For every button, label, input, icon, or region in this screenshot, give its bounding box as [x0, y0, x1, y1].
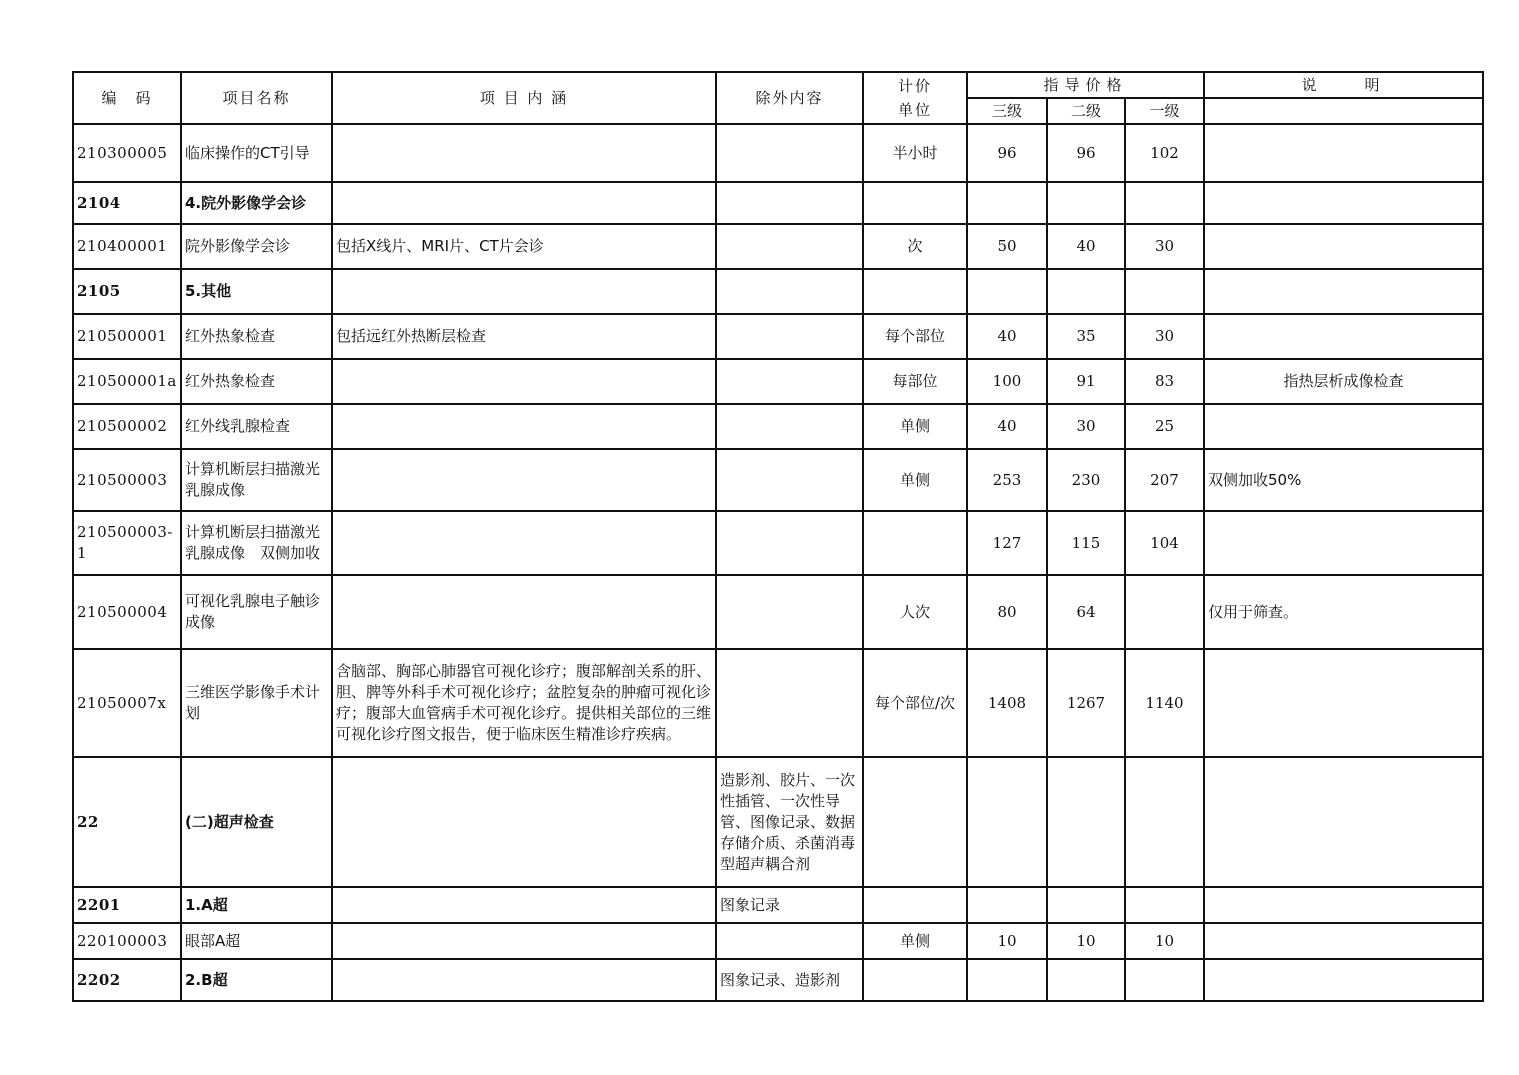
- cell-price-level1: [1125, 959, 1204, 1001]
- cell-content: [332, 575, 716, 649]
- cell-price-level2: 10: [1047, 923, 1125, 959]
- table-row: [73, 182, 1483, 224]
- cell-unit: 单侧: [863, 923, 967, 959]
- cell-unit: [863, 757, 967, 887]
- cell-content: [332, 404, 716, 449]
- cell-code: 21050007x: [73, 649, 181, 757]
- cell-excluded: [716, 575, 863, 649]
- cell-content: [332, 511, 716, 575]
- cell-content: [332, 757, 716, 887]
- cell-content: 包括远红外热断层检查: [332, 314, 716, 359]
- cell-name: 眼部A超: [181, 923, 332, 959]
- table-row: [73, 314, 1483, 359]
- cell-content: 包括X线片、MRI片、CT片会诊: [332, 224, 716, 269]
- cell-code: 210500002: [73, 404, 181, 449]
- header-name: 项目名称: [181, 72, 332, 124]
- header-level1: 一级: [1125, 98, 1204, 124]
- cell-excluded: [716, 269, 863, 314]
- cell-excluded: [716, 224, 863, 269]
- header-level2: 二级: [1047, 98, 1125, 124]
- cell-price-level2: 64: [1047, 575, 1125, 649]
- cell-note: [1204, 314, 1483, 359]
- table-row: [73, 224, 1483, 269]
- table-row: [73, 959, 1483, 1001]
- cell-code: 210300005: [73, 124, 181, 182]
- cell-price-level3: 1408: [967, 649, 1047, 757]
- cell-price-level2: [1047, 269, 1125, 314]
- cell-note: 指热层析成像检查: [1204, 359, 1483, 404]
- cell-unit: [863, 511, 967, 575]
- cell-content: [332, 887, 716, 923]
- cell-unit: 人次: [863, 575, 967, 649]
- cell-note: 仅用于筛查。: [1204, 575, 1483, 649]
- price-table: [72, 71, 1484, 1002]
- cell-code: 220100003: [73, 923, 181, 959]
- header-row-1: [73, 72, 1483, 98]
- cell-price-level2: 30: [1047, 404, 1125, 449]
- cell-content: 含脑部、胸部心肺器官可视化诊疗；腹部解剖关系的肝、胆、脾等外科手术可视化诊疗；盆腔复杂的肿瘤可视化诊疗；腹部大血管病手术可视化诊疗。提供相关部位的三维可视化诊疗图文报告，便于临床医生精准诊疗疾病。: [332, 649, 716, 757]
- cell-excluded: [716, 404, 863, 449]
- cell-price-level2: 96: [1047, 124, 1125, 182]
- cell-unit: 次: [863, 224, 967, 269]
- cell-price-level1: 1140: [1125, 649, 1204, 757]
- cell-price-level2: 115: [1047, 511, 1125, 575]
- cell-price-level3: [967, 959, 1047, 1001]
- cell-note: [1204, 649, 1483, 757]
- cell-code: 2105: [73, 269, 181, 314]
- cell-code: 2201: [73, 887, 181, 923]
- cell-excluded: [716, 124, 863, 182]
- cell-note: [1204, 124, 1483, 182]
- cell-price-level1: 83: [1125, 359, 1204, 404]
- cell-price-level3: 253: [967, 449, 1047, 511]
- table-row: [73, 359, 1483, 404]
- cell-unit: 单侧: [863, 404, 967, 449]
- cell-price-level3: 100: [967, 359, 1047, 404]
- cell-price-level3: [967, 887, 1047, 923]
- cell-price-level3: 50: [967, 224, 1047, 269]
- table-row: [73, 269, 1483, 314]
- cell-name: 5.其他: [181, 269, 332, 314]
- cell-price-level2: 1267: [1047, 649, 1125, 757]
- cell-price-level3: [967, 269, 1047, 314]
- cell-unit: [863, 182, 967, 224]
- cell-code: 22: [73, 757, 181, 887]
- cell-excluded: [716, 314, 863, 359]
- cell-price-level3: [967, 182, 1047, 224]
- cell-code: 210400001: [73, 224, 181, 269]
- cell-note: [1204, 757, 1483, 887]
- cell-excluded: [716, 649, 863, 757]
- cell-code: 2202: [73, 959, 181, 1001]
- cell-code: 210500003-1: [73, 511, 181, 575]
- cell-excluded: [716, 923, 863, 959]
- cell-name: 院外影像学会诊: [181, 224, 332, 269]
- header-note: 说 明: [1204, 72, 1483, 98]
- cell-price-level1: 207: [1125, 449, 1204, 511]
- cell-excluded: [716, 449, 863, 511]
- cell-price-level1: [1125, 887, 1204, 923]
- cell-price-level1: [1125, 269, 1204, 314]
- header-note-blank: [1204, 98, 1483, 124]
- cell-price-level1: [1125, 757, 1204, 887]
- cell-price-level2: 35: [1047, 314, 1125, 359]
- cell-name: 红外热象检查: [181, 314, 332, 359]
- cell-name: 可视化乳腺电子触诊成像: [181, 575, 332, 649]
- table-row: [73, 511, 1483, 575]
- cell-excluded: [716, 359, 863, 404]
- cell-price-level1: 104: [1125, 511, 1204, 575]
- cell-price-level1: 102: [1125, 124, 1204, 182]
- cell-price-level2: 40: [1047, 224, 1125, 269]
- cell-price-level3: 80: [967, 575, 1047, 649]
- cell-excluded: 图象记录: [716, 887, 863, 923]
- cell-unit: [863, 887, 967, 923]
- cell-name: (二)超声检查: [181, 757, 332, 887]
- header-code: 编 码: [73, 72, 181, 124]
- cell-code: 210500004: [73, 575, 181, 649]
- cell-code: 210500001: [73, 314, 181, 359]
- header-price-group: 指导价格: [967, 72, 1204, 98]
- cell-price-level3: [967, 757, 1047, 887]
- header-unit: 计价 单位: [863, 72, 967, 124]
- cell-note: [1204, 959, 1483, 1001]
- cell-price-level2: [1047, 182, 1125, 224]
- cell-content: [332, 449, 716, 511]
- cell-excluded: 造影剂、胶片、一次性插管、一次性导管、图像记录、数据存储介质、杀菌消毒型超声耦合剂: [716, 757, 863, 887]
- cell-unit: [863, 269, 967, 314]
- cell-name: 4.院外影像学会诊: [181, 182, 332, 224]
- cell-content: [332, 959, 716, 1001]
- cell-price-level3: 10: [967, 923, 1047, 959]
- cell-excluded: [716, 511, 863, 575]
- cell-content: [332, 182, 716, 224]
- cell-unit: 半小时: [863, 124, 967, 182]
- cell-note: [1204, 224, 1483, 269]
- cell-price-level1: [1125, 182, 1204, 224]
- cell-unit: 每部位: [863, 359, 967, 404]
- cell-note: [1204, 511, 1483, 575]
- cell-price-level2: [1047, 959, 1125, 1001]
- cell-unit: 每个部位/次: [863, 649, 967, 757]
- table-row: [73, 449, 1483, 511]
- cell-price-level2: [1047, 887, 1125, 923]
- cell-content: [332, 359, 716, 404]
- table-row: [73, 124, 1483, 182]
- cell-price-level3: 96: [967, 124, 1047, 182]
- cell-price-level1: [1125, 575, 1204, 649]
- cell-unit: 每个部位: [863, 314, 967, 359]
- table-row: [73, 575, 1483, 649]
- cell-price-level1: 10: [1125, 923, 1204, 959]
- cell-unit: 单侧: [863, 449, 967, 511]
- header-content: 项 目 内 涵: [332, 72, 716, 124]
- cell-price-level1: 25: [1125, 404, 1204, 449]
- cell-name: 红外线乳腺检查: [181, 404, 332, 449]
- cell-code: 210500003: [73, 449, 181, 511]
- cell-unit: [863, 959, 967, 1001]
- table-body: [73, 124, 1483, 1001]
- table-row: [73, 649, 1483, 757]
- cell-name: 计算机断层扫描激光乳腺成像: [181, 449, 332, 511]
- cell-price-level3: 127: [967, 511, 1047, 575]
- cell-price-level2: 91: [1047, 359, 1125, 404]
- cell-name: 红外热象检查: [181, 359, 332, 404]
- cell-content: [332, 923, 716, 959]
- cell-name: 1.A超: [181, 887, 332, 923]
- table-row: [73, 887, 1483, 923]
- header-level3: 三级: [967, 98, 1047, 124]
- cell-price-level3: 40: [967, 404, 1047, 449]
- cell-content: [332, 124, 716, 182]
- cell-note: [1204, 887, 1483, 923]
- table-row: [73, 923, 1483, 959]
- table-row: [73, 757, 1483, 887]
- cell-code: 2104: [73, 182, 181, 224]
- cell-excluded: 图象记录、造影剂: [716, 959, 863, 1001]
- cell-note: [1204, 182, 1483, 224]
- cell-note: 双侧加收50%: [1204, 449, 1483, 511]
- cell-note: [1204, 404, 1483, 449]
- cell-price-level1: 30: [1125, 314, 1204, 359]
- header-excluded: 除外内容: [716, 72, 863, 124]
- table-row: [73, 404, 1483, 449]
- cell-excluded: [716, 182, 863, 224]
- cell-name: 计算机断层扫描激光乳腺成像 双侧加收: [181, 511, 332, 575]
- cell-name: 2.B超: [181, 959, 332, 1001]
- cell-price-level2: [1047, 757, 1125, 887]
- cell-price-level1: 30: [1125, 224, 1204, 269]
- cell-code: 210500001a: [73, 359, 181, 404]
- cell-content: [332, 269, 716, 314]
- cell-name: 临床操作的CT引导: [181, 124, 332, 182]
- cell-price-level2: 230: [1047, 449, 1125, 511]
- cell-price-level3: 40: [967, 314, 1047, 359]
- cell-name: 三维医学影像手术计划: [181, 649, 332, 757]
- cell-note: [1204, 923, 1483, 959]
- cell-note: [1204, 269, 1483, 314]
